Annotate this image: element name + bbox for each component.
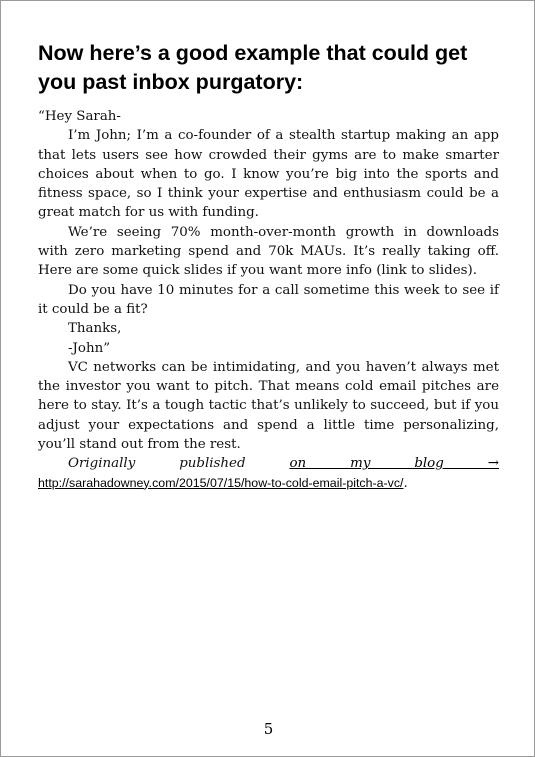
email-greeting: “Hey Sarah- — [38, 109, 121, 124]
page-heading: Now here’s a good example that could get you past inbox purgatory: — [38, 41, 468, 94]
page-number: 5 — [263, 720, 274, 738]
email-paragraph: Do you have 10 minutes for a call sometime this week to see if it could be a fit? — [38, 282, 499, 317]
closing-paragraph: VC networks can be intimidating, and you haven’t always met the investor you want to pitch. That means cold email pitches are here to stay. It’s a tough tactic that’s unlikely to succeed, but if you adjust your expectations and spend a little time personalizing, you’ll stand out from the rest. — [38, 359, 499, 453]
email-paragraph: I’m John; I’m a co-founder of a stealth startup making an app that lets users see how crowded their gyms are to make smarter choices about when to go. I know you’re big into the sports and fitness space, so I think your expertise and enthusiasm could be a great match for us with funding. — [38, 128, 499, 221]
publication-credit — [38, 454, 499, 493]
blog-url-link[interactable]: http://sarahadowney.com/2015/07/15/how-to-cold-email-pitch-a-vc/ — [38, 475, 404, 490]
blog-link[interactable] — [289, 456, 499, 471]
credit-suffix: . — [403, 475, 408, 491]
email-signoff-block — [38, 319, 499, 358]
blog-link-text: on my blog → — [289, 456, 499, 472]
email-signature: -John” — [68, 340, 111, 356]
email-signoff: Thanks, — [68, 321, 122, 337]
email-paragraph: We’re seeing 70% month-over-month growth in downloads with zero marketing spend and 70k MAUs. It’s really taking off. Here are some quick slides if you want more info (link to slides). — [38, 224, 499, 279]
credit-prefix: Originally published — [68, 456, 246, 472]
body-text — [38, 107, 499, 493]
